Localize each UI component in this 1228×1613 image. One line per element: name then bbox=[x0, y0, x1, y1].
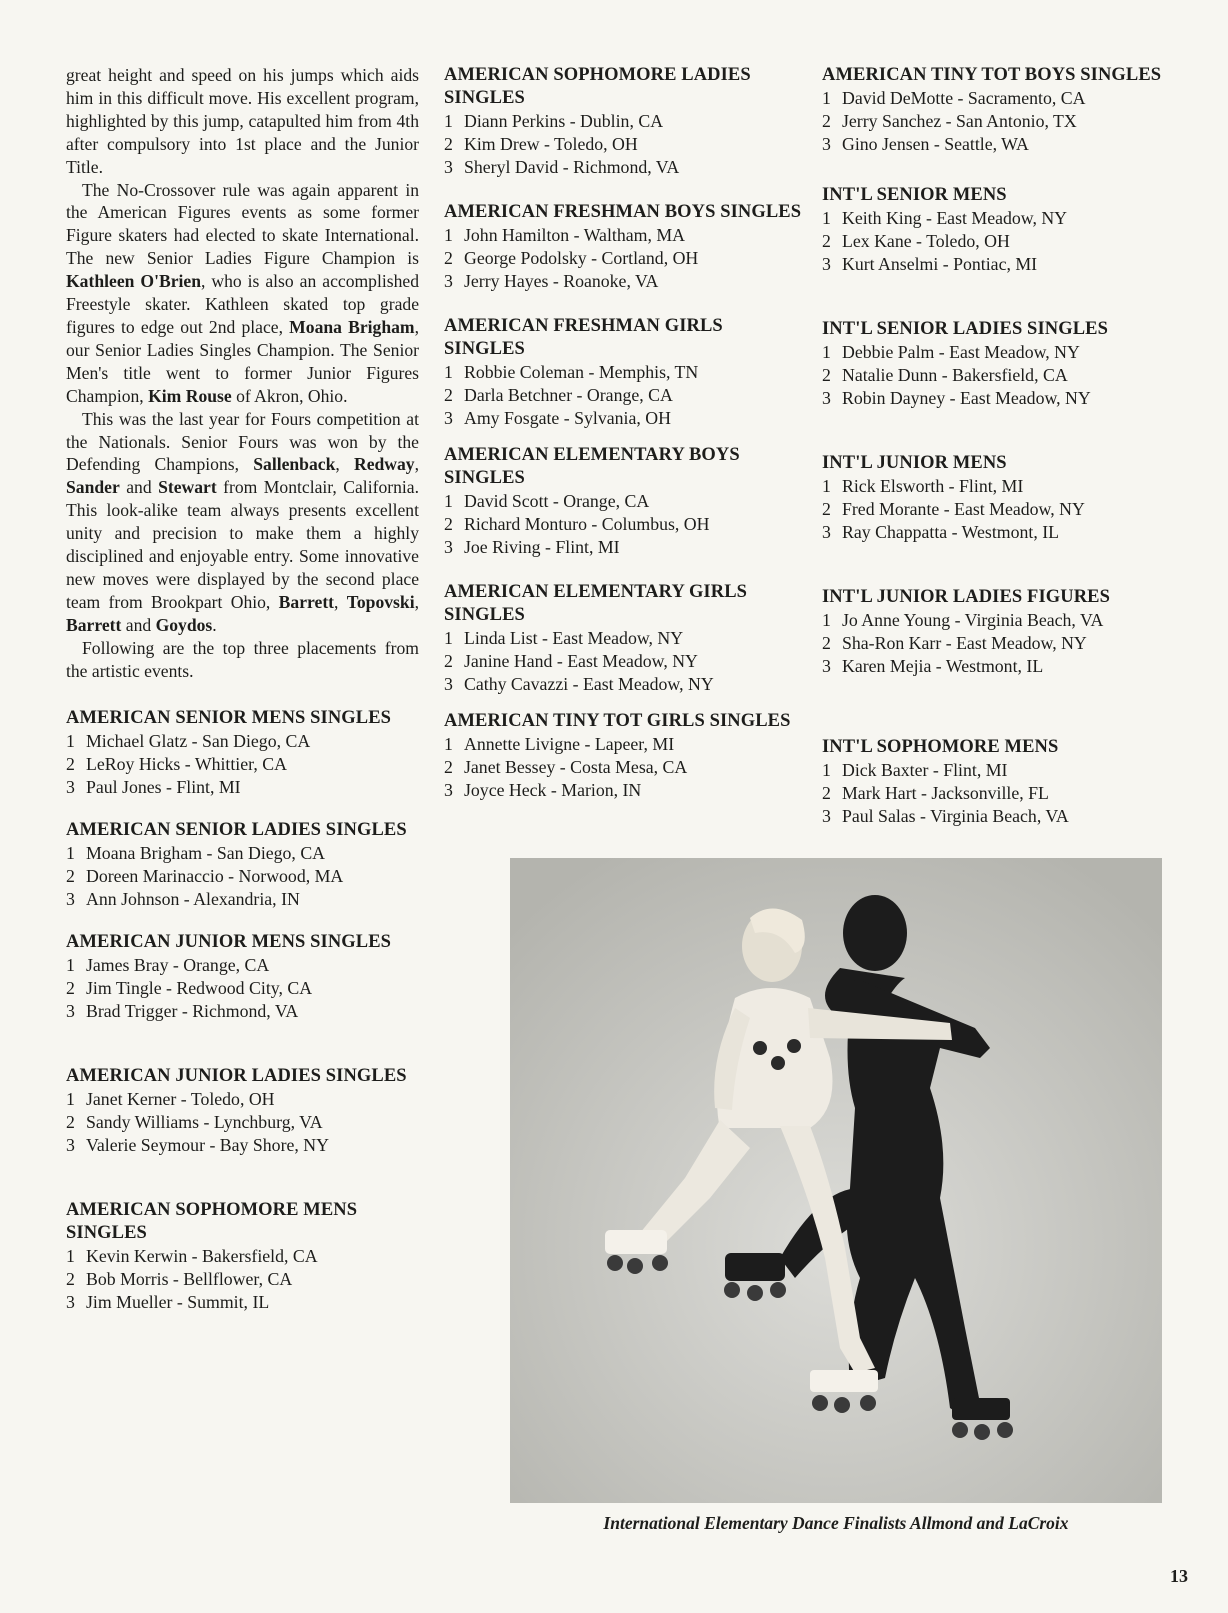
skater-entry: John Hamilton - Waltham, MA bbox=[464, 225, 685, 245]
placement-number: 1 bbox=[66, 843, 75, 864]
placement-row bbox=[444, 133, 804, 156]
placement-number: 3 bbox=[822, 134, 831, 154]
placement-row bbox=[822, 341, 1202, 364]
skater-entry: Amy Fosgate - Sylvania, OH bbox=[464, 408, 671, 428]
skater-entry: Kevin Kerwin - Bakersfield, CA bbox=[86, 1246, 318, 1267]
placement-number: 2 bbox=[444, 385, 453, 405]
placement-row bbox=[822, 364, 1202, 387]
placement-row bbox=[822, 498, 1202, 521]
placement-number: 1 bbox=[444, 225, 453, 245]
skater-entry: Moana Brigham - San Diego, CA bbox=[86, 843, 326, 864]
skater-entry: Bob Morris - Bellflower, CA bbox=[86, 1269, 293, 1290]
placement-number: 1 bbox=[66, 1246, 75, 1267]
placement-row bbox=[66, 753, 419, 776]
placement-number: 2 bbox=[66, 978, 75, 999]
skater-entry: Mark Hart - Jacksonville, FL bbox=[842, 783, 1049, 803]
results-section bbox=[444, 315, 804, 430]
photo-caption: International Elementary Dance Finalists Allmond and LaCroix bbox=[603, 1513, 1069, 1533]
dance-pair-illustration bbox=[510, 858, 1162, 1503]
event-title: AMERICAN SENIOR LADIES SINGLES bbox=[66, 820, 407, 841]
placement-row bbox=[66, 977, 419, 1000]
results-section bbox=[444, 710, 804, 802]
placement-number: 3 bbox=[66, 777, 75, 798]
placement-row bbox=[66, 776, 419, 799]
results-section bbox=[444, 201, 804, 293]
skater-entry: Doreen Marinaccio - Norwood, MA bbox=[86, 866, 344, 887]
skater-entry: Michael Glatz - San Diego, CA bbox=[86, 731, 311, 752]
article-paragraph: The No-Crossover rule was again apparent in the American Figures events as some former Figure skaters had elected to skate International. The new Senior Ladies Figure Champion is Kathleen O'Brien, who is also an accomplished Freestyle skater. Kathleen skated top grade figures to edge out 2nd place, Moana Brigham, our Senior Ladies Singles Champion. The Senior Men's title went to former Junior Figures Champion, Kim Rouse of Akron, Ohio. bbox=[66, 179, 419, 406]
event-title: AMERICAN ELEMENTARY GIRLS SINGLES bbox=[444, 582, 748, 625]
placement-row bbox=[66, 888, 419, 911]
article-paragraph: This was the last year for Fours competition at the Nationals. Senior Fours was won by the Defending Champions, Sallenback, Redway, Sander and Stewart from Montclair, California. This look-alike team always presents excellent unity and precision to make them a highly disciplined and enjoyable entry. Some innovative new moves were displayed by the second place team from Brookpart Ohio, Barrett, Topovski, Barrett and Goydos. bbox=[66, 408, 419, 635]
placement-number: 2 bbox=[822, 633, 831, 653]
skaters-photo bbox=[510, 858, 1162, 1503]
skater-entry: Kurt Anselmi - Pontiac, MI bbox=[842, 254, 1038, 274]
placement-row bbox=[66, 954, 419, 977]
skater-entry: Robbie Coleman - Memphis, TN bbox=[464, 362, 699, 382]
article-paragraph: Following are the top three placements from the artistic events. bbox=[66, 637, 419, 681]
results-section bbox=[444, 444, 804, 559]
event-title: AMERICAN FRESHMAN GIRLS SINGLES bbox=[444, 316, 723, 359]
skater-entry: James Bray - Orange, CA bbox=[86, 955, 270, 976]
placement-number: 2 bbox=[822, 499, 831, 519]
placement-row bbox=[444, 247, 804, 270]
placement-row bbox=[444, 490, 804, 513]
skater-entry: Lex Kane - Toledo, OH bbox=[842, 231, 1010, 251]
skater-entry: Jerry Sanchez - San Antonio, TX bbox=[842, 111, 1077, 131]
placement-row bbox=[444, 627, 804, 650]
placement-row bbox=[822, 655, 1202, 678]
placement-row bbox=[66, 865, 419, 888]
results-section bbox=[66, 931, 419, 1023]
results-list bbox=[66, 707, 419, 1314]
results-section bbox=[66, 819, 419, 911]
skater-entry: Sha-Ron Karr - East Meadow, NY bbox=[842, 633, 1087, 653]
article-paragraph: great height and speed on his jumps which aids him in this difficult move. His excellent program, highlighted by this jump, catapulted him from 4th after compulsory into 1st place and the Junior Title. bbox=[66, 65, 419, 177]
placement-row bbox=[822, 230, 1202, 253]
placement-number: 3 bbox=[444, 271, 453, 291]
placement-number: 1 bbox=[66, 731, 75, 752]
placement-number: 3 bbox=[66, 1001, 75, 1022]
placement-number: 3 bbox=[822, 388, 831, 408]
results-section bbox=[822, 452, 1202, 544]
column-right bbox=[822, 64, 1202, 828]
results-section bbox=[66, 1199, 419, 1314]
placement-row bbox=[444, 361, 804, 384]
event-title: INT'L SOPHOMORE MENS bbox=[822, 737, 1059, 757]
skater-entry: Jo Anne Young - Virginia Beach, VA bbox=[842, 610, 1104, 630]
placement-number: 3 bbox=[822, 254, 831, 274]
placement-number: 2 bbox=[66, 1269, 75, 1290]
event-title: AMERICAN SOPHOMORE MENS SINGLES bbox=[66, 1200, 358, 1244]
skater-entry: Darla Betchner - Orange, CA bbox=[464, 385, 673, 405]
placement-row bbox=[66, 1111, 419, 1134]
placement-number: 2 bbox=[822, 231, 831, 251]
results-section bbox=[66, 1065, 419, 1157]
placement-row bbox=[444, 756, 804, 779]
placement-row bbox=[822, 609, 1202, 632]
skater-entry: Robin Dayney - East Meadow, NY bbox=[842, 388, 1091, 408]
skater-entry: Sheryl David - Richmond, VA bbox=[464, 157, 680, 177]
event-title: AMERICAN SOPHOMORE LADIES SINGLES bbox=[444, 65, 751, 108]
placement-number: 1 bbox=[444, 628, 453, 648]
placement-number: 3 bbox=[444, 537, 453, 557]
placement-number: 2 bbox=[822, 783, 831, 803]
skater-entry: George Podolsky - Cortland, OH bbox=[464, 248, 699, 268]
skater-entry: Diann Perkins - Dublin, CA bbox=[464, 111, 664, 131]
placement-row bbox=[444, 650, 804, 673]
placement-row bbox=[822, 782, 1202, 805]
placement-row bbox=[444, 270, 804, 293]
placement-row bbox=[822, 133, 1202, 156]
placement-number: 1 bbox=[822, 88, 831, 108]
skater-entry: Debbie Palm - East Meadow, NY bbox=[842, 342, 1080, 362]
skater-entry: Fred Morante - East Meadow, NY bbox=[842, 499, 1085, 519]
placement-number: 3 bbox=[822, 522, 831, 542]
placement-number: 1 bbox=[822, 610, 831, 630]
results-section bbox=[444, 581, 804, 696]
placement-row bbox=[66, 1088, 419, 1111]
placement-row bbox=[66, 1134, 419, 1157]
event-title: INT'L SENIOR MENS bbox=[822, 185, 1007, 205]
placement-number: 3 bbox=[66, 889, 75, 910]
skater-entry: Paul Jones - Flint, MI bbox=[86, 777, 241, 798]
placement-number: 3 bbox=[822, 806, 831, 826]
placement-number: 2 bbox=[444, 757, 453, 777]
placement-number: 1 bbox=[66, 955, 75, 976]
placement-number: 2 bbox=[444, 651, 453, 671]
placement-number: 2 bbox=[444, 248, 453, 268]
results-section bbox=[66, 707, 419, 799]
event-title: AMERICAN TINY TOT GIRLS SINGLES bbox=[444, 711, 791, 731]
placement-row bbox=[66, 1245, 419, 1268]
event-title: INT'L SENIOR LADIES SINGLES bbox=[822, 319, 1108, 339]
skater-entry: Jim Mueller - Summit, IL bbox=[86, 1292, 270, 1313]
placement-row bbox=[444, 733, 804, 756]
placement-row bbox=[822, 253, 1202, 276]
skater-entry: Jim Tingle - Redwood City, CA bbox=[86, 978, 313, 999]
skater-entry: Rick Elsworth - Flint, MI bbox=[842, 476, 1024, 496]
placement-row bbox=[444, 110, 804, 133]
skater-entry: Brad Trigger - Richmond, VA bbox=[86, 1001, 299, 1022]
event-title: AMERICAN TINY TOT BOYS SINGLES bbox=[822, 65, 1162, 85]
skater-entry: Valerie Seymour - Bay Shore, NY bbox=[86, 1135, 329, 1156]
skater-entry: Joe Riving - Flint, MI bbox=[464, 537, 620, 557]
placement-number: 1 bbox=[822, 208, 831, 228]
placement-number: 1 bbox=[444, 491, 453, 511]
placement-number: 2 bbox=[66, 866, 75, 887]
placement-number: 2 bbox=[444, 134, 453, 154]
placement-number: 3 bbox=[66, 1135, 75, 1156]
skater-entry: Linda List - East Meadow, NY bbox=[464, 628, 684, 648]
skater-entry: Cathy Cavazzi - East Meadow, NY bbox=[464, 674, 714, 694]
skater-entry: Janet Kerner - Toledo, OH bbox=[86, 1089, 275, 1110]
placement-number: 1 bbox=[66, 1089, 75, 1110]
skater-entry: Ray Chappatta - Westmont, IL bbox=[842, 522, 1060, 542]
skater-name: Kim Rouse bbox=[148, 385, 232, 406]
placement-number: 2 bbox=[444, 514, 453, 534]
placement-row bbox=[444, 156, 804, 179]
placement-row bbox=[444, 779, 804, 802]
skater-entry: Richard Monturo - Columbus, OH bbox=[464, 514, 710, 534]
results-list bbox=[822, 64, 1202, 828]
skater-entry: Ann Johnson - Alexandria, IN bbox=[86, 889, 300, 910]
placement-number: 3 bbox=[822, 656, 831, 676]
placement-number: 2 bbox=[822, 365, 831, 385]
placement-number: 2 bbox=[822, 111, 831, 131]
placement-row bbox=[822, 475, 1202, 498]
placement-row bbox=[822, 521, 1202, 544]
skater-entry: Dick Baxter - Flint, MI bbox=[842, 760, 1008, 780]
skater-entry: Gino Jensen - Seattle, WA bbox=[842, 134, 1029, 154]
placement-number: 3 bbox=[444, 157, 453, 177]
skater-entry: Karen Mejia - Westmont, IL bbox=[842, 656, 1044, 676]
skater-name: Moana Brigham bbox=[289, 316, 415, 337]
skater-entry: Kim Drew - Toledo, OH bbox=[464, 134, 638, 154]
skater-entry: Jerry Hayes - Roanoke, VA bbox=[464, 271, 659, 291]
placement-row bbox=[66, 730, 419, 753]
placement-number: 1 bbox=[822, 342, 831, 362]
placement-number: 2 bbox=[66, 754, 75, 775]
results-list bbox=[444, 64, 804, 802]
event-title: AMERICAN FRESHMAN BOYS SINGLES bbox=[444, 202, 802, 222]
results-section bbox=[822, 318, 1202, 410]
placement-number: 1 bbox=[444, 734, 453, 754]
skater-name: Kathleen O'Brien bbox=[66, 271, 201, 292]
results-section bbox=[822, 64, 1202, 156]
event-title: INT'L JUNIOR LADIES FIGURES bbox=[822, 587, 1110, 607]
skater-entry: David DeMotte - Sacramento, CA bbox=[842, 88, 1086, 108]
placement-row bbox=[444, 536, 804, 559]
placement-row bbox=[66, 1268, 419, 1291]
placement-row bbox=[822, 87, 1202, 110]
placement-number: 2 bbox=[66, 1112, 75, 1133]
placement-row bbox=[66, 1000, 419, 1023]
placement-row bbox=[822, 805, 1202, 828]
placement-number: 3 bbox=[444, 780, 453, 800]
event-title: INT'L JUNIOR MENS bbox=[822, 453, 1007, 473]
results-section bbox=[822, 184, 1202, 276]
placement-number: 3 bbox=[444, 408, 453, 428]
page-number: 13 bbox=[1170, 1566, 1188, 1586]
placement-number: 1 bbox=[822, 760, 831, 780]
skater-entry: Sandy Williams - Lynchburg, VA bbox=[86, 1112, 323, 1133]
placement-row bbox=[822, 207, 1202, 230]
placement-row bbox=[822, 632, 1202, 655]
placement-row bbox=[822, 387, 1202, 410]
skater-entry: Janine Hand - East Meadow, NY bbox=[464, 651, 698, 671]
skater-entry: Paul Salas - Virginia Beach, VA bbox=[842, 806, 1069, 826]
skater-entry: Joyce Heck - Marion, IN bbox=[464, 780, 642, 800]
placement-row bbox=[444, 673, 804, 696]
skater-entry: LeRoy Hicks - Whittier, CA bbox=[86, 754, 287, 775]
results-section bbox=[444, 64, 804, 179]
event-title: AMERICAN JUNIOR MENS SINGLES bbox=[66, 932, 392, 953]
skater-entry: Janet Bessey - Costa Mesa, CA bbox=[464, 757, 688, 777]
placement-number: 3 bbox=[444, 674, 453, 694]
skater-entry: Natalie Dunn - Bakersfield, CA bbox=[842, 365, 1068, 385]
placement-number: 1 bbox=[444, 362, 453, 382]
results-section bbox=[822, 736, 1202, 828]
skater-entry: Keith King - East Meadow, NY bbox=[842, 208, 1068, 228]
placement-number: 1 bbox=[822, 476, 831, 496]
skater-entry: Annette Livigne - Lapeer, MI bbox=[464, 734, 675, 754]
placement-row bbox=[444, 384, 804, 407]
results-section bbox=[822, 586, 1202, 678]
placement-row bbox=[822, 759, 1202, 782]
placement-number: 3 bbox=[66, 1292, 75, 1313]
placement-number: 1 bbox=[444, 111, 453, 131]
placement-row bbox=[444, 407, 804, 430]
placement-row bbox=[66, 842, 419, 865]
placement-row bbox=[822, 110, 1202, 133]
placement-row bbox=[444, 224, 804, 247]
skater-entry: David Scott - Orange, CA bbox=[464, 491, 650, 511]
column-left bbox=[66, 64, 419, 1314]
placement-row bbox=[444, 513, 804, 536]
event-title: AMERICAN JUNIOR LADIES SINGLES bbox=[66, 1066, 407, 1087]
event-title: AMERICAN SENIOR MENS SINGLES bbox=[66, 708, 392, 729]
event-title: AMERICAN ELEMENTARY BOYS SINGLES bbox=[444, 445, 740, 488]
placement-row bbox=[66, 1291, 419, 1314]
column-middle bbox=[444, 64, 804, 802]
